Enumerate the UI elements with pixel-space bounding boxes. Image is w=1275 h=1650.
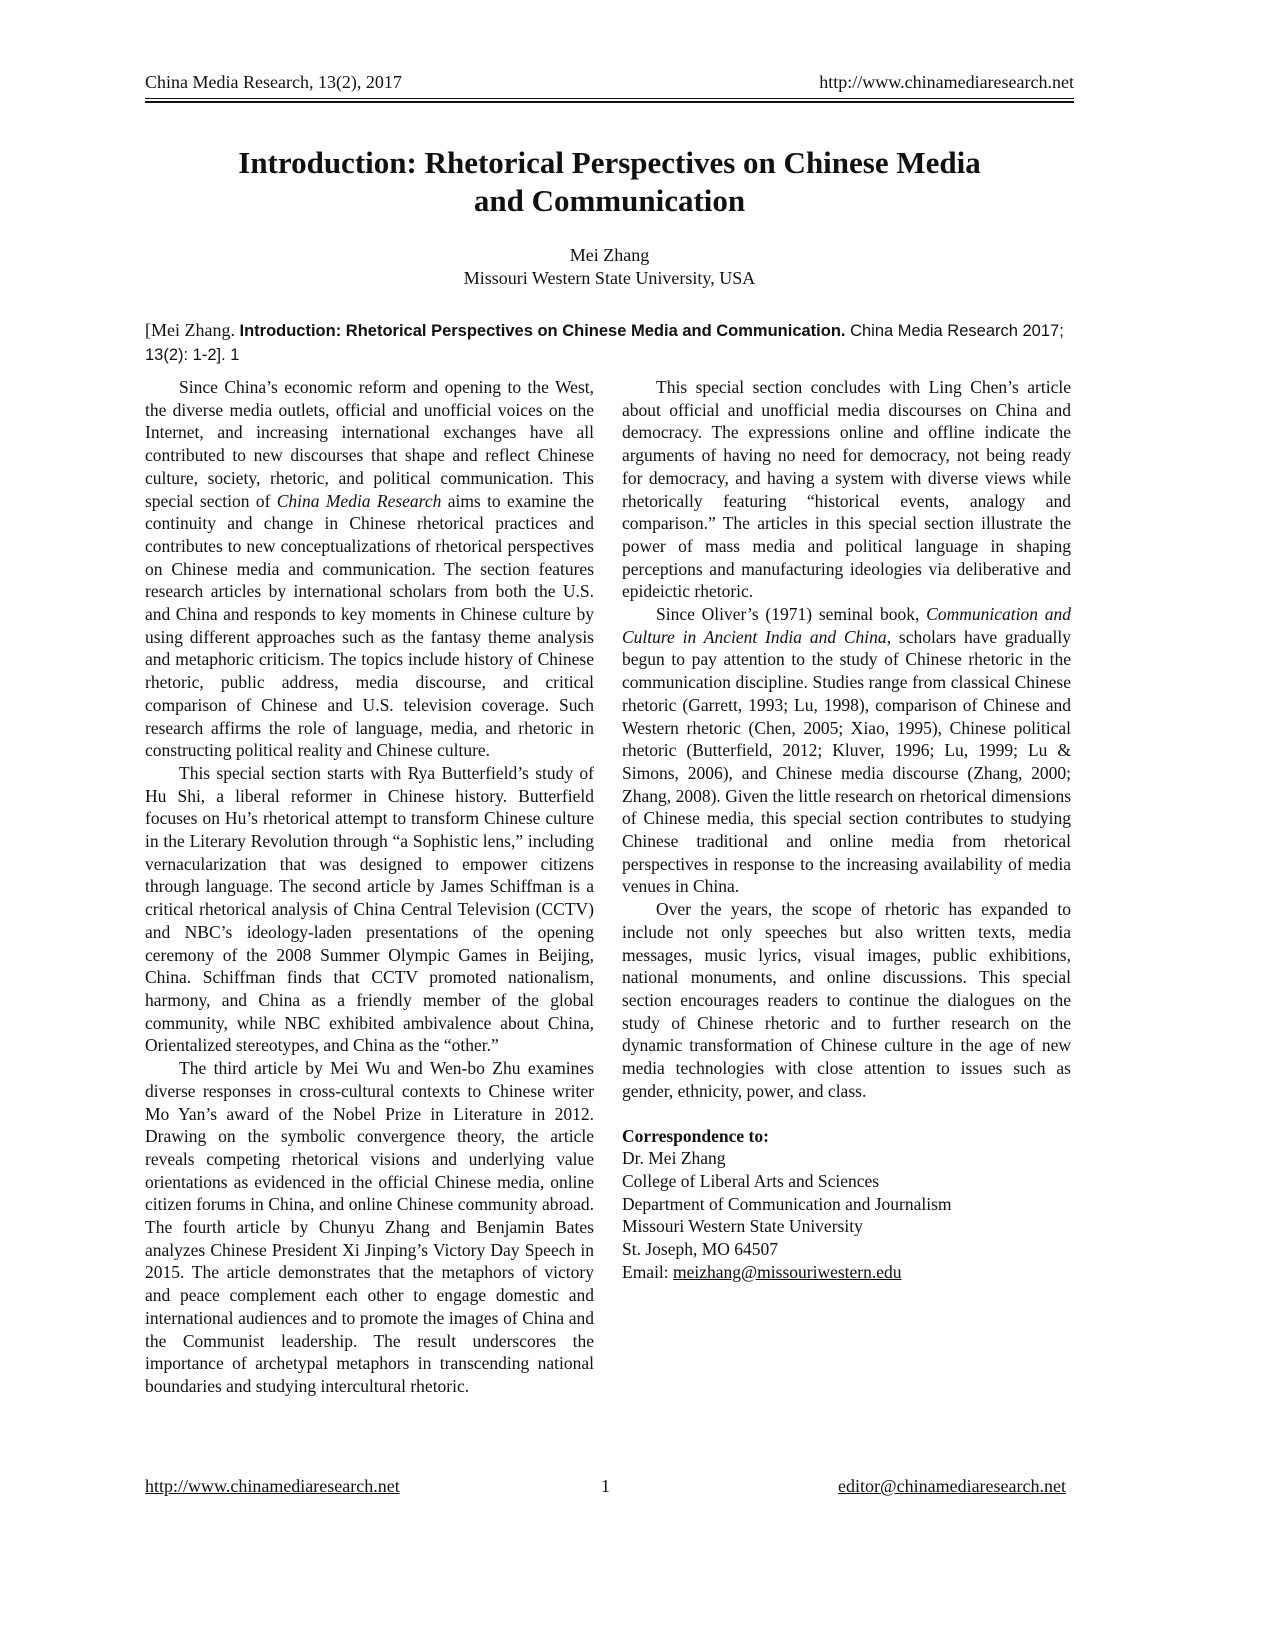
author-affiliation: Missouri Western State University, USA: [463, 268, 756, 288]
header-divider: [145, 98, 1074, 103]
citation-line: [145, 318, 1080, 367]
paragraph-1-text-a: Since China’s economic reform and opening to the West, the diverse media outlets, official and unofficial voices on the Internet, and increasing international exchanges have all contributed to new discourses that shape and reflect Chinese culture, society, rhetoric, and political communication. This special section of: [145, 377, 594, 511]
paragraph-1-text-b: aims to examine the continuity and change in Chinese rhetorical practices and contributes to new conceptualizations of rhetorical perspectives on Chinese media and communication. The section features research articles by international scholars from both the U.S. and China and responds to key moments in Chinese culture by using different approaches such as the fantasy theme analysis and metaphoric criticism. The topics include history of Chinese rhetoric, public address, media discourse, and critical comparison of Chinese and U.S. television coverage. Such research affirms the role of language, media, and rhetoric in constructing political reality and Chinese culture.: [145, 490, 594, 761]
running-header: [145, 72, 1074, 96]
paragraph-6: Over the years, the scope of rhetoric has expanded to include not only speeches but also written texts, media messages, music lyrics, visual images, public exhibitions, national monuments, and online discussions. This special section encourages readers to continue the dialogues on the study of Chinese rhetoric and to further research on the dynamic transformation of Chinese culture in the age of new media technologies with close attention to issues such as gender, ethnicity, power, and class.: [622, 899, 1071, 1101]
correspondence-email-line: [622, 1261, 1071, 1284]
journal-citation: China Media Research, 13(2), 2017: [145, 72, 402, 92]
paragraph-2: This special section starts with Rya Butterfield’s study of Hu Shi, a liberal reformer in Chinese history. Butterfield focuses on Hu’s rhetorical attempt to transform Chinese culture in the Literary Revolution through “a Sophistic lens,” including vernacularization that was designed to empower citizens through language. The second article by James Schiffman is a critical rhetorical analysis of China Central Television (CCTV) and NBC’s ideology-laden presentations of the opening ceremony of the 2008 Summer Olympic Games in Beijing, China. Schiffman finds that CCTV promoted nationalism, harmony, and China as a friendly member of the global community, while NBC exhibited ambivalence about China, Orientalized stereotypes, and China as the “other.”: [145, 762, 594, 1056]
paragraph-5-text-a: Since Oliver’s (1971) seminal book,: [656, 604, 927, 625]
left-column: [145, 376, 594, 1398]
email-label: Email:: [622, 1261, 674, 1282]
journal-url: http://www.chinamediaresearch.net: [819, 72, 1074, 92]
correspondence-name: Dr. Mei Zhang: [622, 1148, 726, 1169]
right-column-content: [622, 376, 1071, 1283]
author-name: Mei Zhang: [569, 245, 650, 265]
page-footer: [145, 1476, 1066, 1500]
paragraph-1: [145, 376, 594, 762]
citation-open: [Mei Zhang.: [145, 320, 240, 340]
paragraph-4: This special section concludes with Ling Chen’s article about official and unofficial media discourses on China and democracy. The expressions online and offline indicate the arguments of having no need for democracy, not being ready for democracy, and having a system with diverse views while rhetorically featuring “historical events, analogy and comparison.” The articles in this special section illustrate the power of mass media and political language in shaping perceptions and manufacturing ideologies via deliberative and epideictic rhetoric.: [622, 377, 1071, 602]
book-title-italic: Communication and Culture in Ancient India and China: [622, 604, 1071, 647]
author-block: [145, 244, 1074, 290]
correspondence-email-link[interactable]: meizhang@missouriwestern.edu: [673, 1261, 902, 1282]
title-line-1: Introduction: Rhetorical Perspectives on Chinese Media: [238, 145, 981, 180]
paragraph-5-text-b: , scholars have gradually begun to pay attention to the study of Chinese rhetoric in the communication discipline. Studies range from classical Chinese rhetoric (Garrett, 1993; Lu, 1998), comparison of Chinese and Western rhetoric (Chen, 2005; Xiao, 1995), Chinese political rhetoric (Butterfield, 2012; Kluver, 1996; Lu, 1999; Lu & Simons, 2006), and Chinese media discourse (Zhang, 2000; Zhang, 2008). Given the little research on rhetorical dimensions of Chinese media, this special section contributes to studying Chinese traditional and online media from rhetorical perspectives in response to the increasing availability of media venues in China.: [622, 626, 1072, 897]
correspondence-department: Department of Communication and Journalism: [622, 1193, 952, 1214]
citation-rest: China Media Research 2017; 13(2): 1-2]. 1: [145, 322, 1064, 364]
page-number: 1: [601, 1476, 610, 1496]
title-line-2: and Communication: [473, 183, 746, 218]
correspondence-college: College of Liberal Arts and Sciences: [622, 1170, 880, 1191]
correspondence-university: Missouri Western State University: [622, 1216, 863, 1237]
correspondence-city: St. Joseph, MO 64507: [622, 1239, 779, 1260]
footer-url-link[interactable]: http://www.chinamediaresearch.net: [145, 1476, 400, 1496]
correspondence-heading: Correspondence to:: [622, 1125, 769, 1146]
article-title: [145, 144, 1074, 220]
paragraph-5: [622, 603, 1071, 898]
correspondence-block: [622, 1125, 1071, 1284]
footer-email-link[interactable]: editor@chinamediaresearch.net: [838, 1476, 1066, 1496]
citation-title: Introduction: Rhetorical Perspectives on Chinese Media and Communication.: [239, 322, 846, 340]
paragraph-3: The third article by Mei Wu and Wen-bo Zhu examines diverse responses in cross-cultural contexts to Chinese writer Mo Yan’s award of the Nobel Prize in Literature in 2012. Drawing on the symbolic convergence theory, the article reveals competing rhetorical visions and underlying value orientations as evidenced in the official Chinese media, online citizen forums in China, and online Chinese community abroad. The fourth article by Chunyu Zhang and Benjamin Bates analyzes Chinese President Xi Jinping’s Victory Day Speech in 2015. The article demonstrates that the metaphors of victory and peace complement each other to engage domestic and international audiences and to promote the images of China and the Communist leadership. The result underscores the importance of archetypal metaphors in transcending national boundaries and studying intercultural rhetoric.: [145, 1058, 594, 1396]
journal-name-italic: China Media Research: [276, 490, 442, 511]
